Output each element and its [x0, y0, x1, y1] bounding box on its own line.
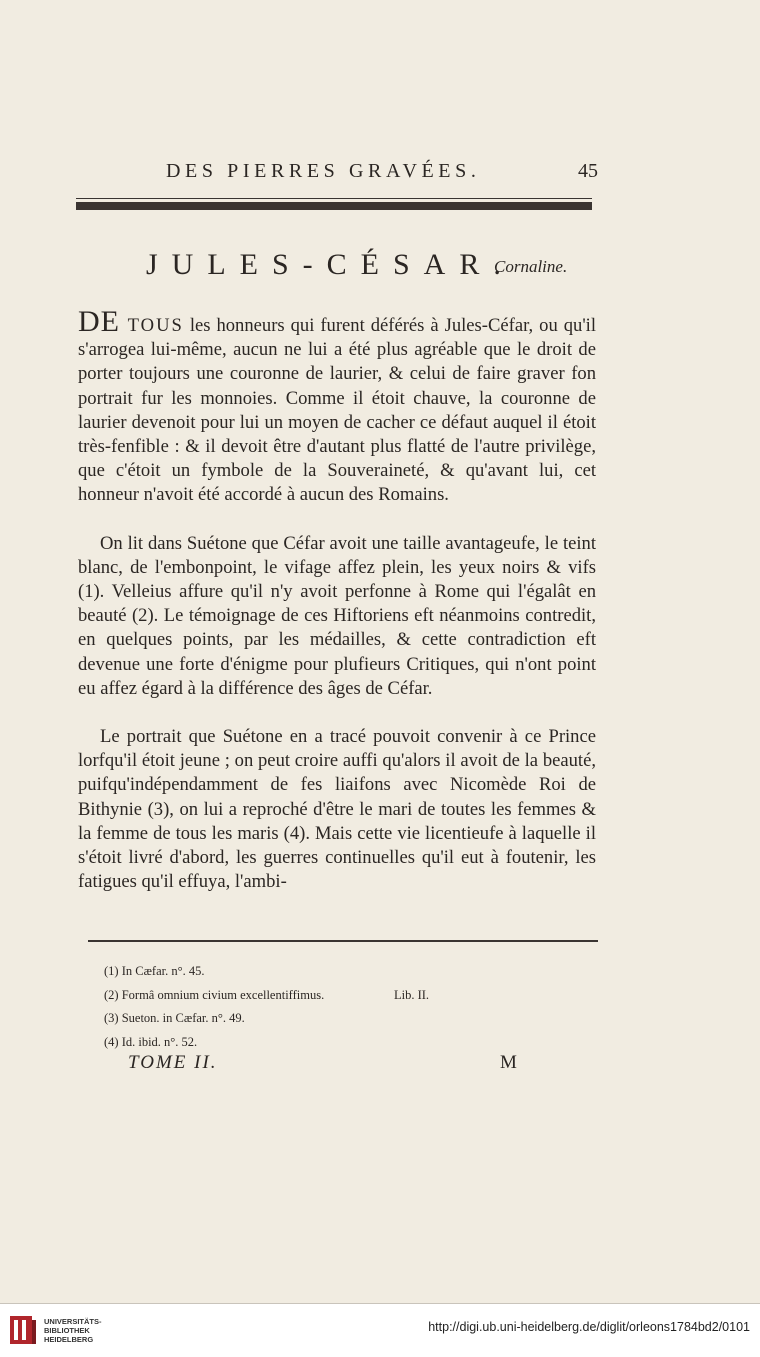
running-head: [78, 160, 598, 190]
footnotes: [104, 960, 504, 1054]
library-name-line-2: BIBLIOTHEK: [44, 1326, 90, 1335]
paragraph-1: [78, 305, 596, 508]
footnote-2-text: (2) Formâ omnium civium excellentiffimus.: [104, 987, 325, 1002]
library-name-line-3: HEIDELBERG: [44, 1335, 94, 1344]
footnote-1: (1) In Cæfar. n°. 45.: [104, 964, 205, 978]
library-name: [44, 1317, 102, 1344]
footnote-2-reference: Lib. II.: [394, 987, 430, 1002]
heading-title: JULES-CÉSAR.: [146, 248, 515, 281]
gathering-letter: M: [500, 1052, 517, 1073]
library-name-line-1: UNIVERSITÄTS-: [44, 1317, 102, 1326]
footnote-3: (3) Sueton. in Cæfar. n°. 49.: [104, 1011, 245, 1025]
footnote-2: [104, 984, 504, 1008]
footnote-rule: [88, 940, 598, 942]
paragraph-1-text: les honneurs qui furent déférés à Jules-Céfar, ou qu'il s'arrogea lui-même, aucun ne lui a été plus agréable que le droit de porter toujours une couronne de laurier, & celui de faire graver fon portrait fur les monnoies. Comme il étoit chauve, la couronne de laurier devenoit pour lui un moyen de cacher ce défaut auquel il étoit très-fenfible : & il devoit être d'autant plus flatté de l'autre privilège, que c'étoit un fymbole de la Souveraineté, & qu'avant lui, cet honneur n'avoit été accordé à aucun des Romains.: [78, 315, 596, 506]
library-logo-icon[interactable]: [8, 1312, 38, 1348]
paragraph-2: On lit dans Suétone que Céfar avoit une taille avantageufe, le teint blanc, de l'embonpoint, le vifage affez plein, les yeux noirs & vifs (1). Velleius affure qu'il n'y avoit perfonne à Rome qui l'égalât en beauté (2). Le témoignage de ces Hiftoriens eft néanmoins contredit, en quelques points, par les médailles, & cette contradiction eft devenue une forte d'énigme pour plufieurs Critiques, qui n'ont point eu affez égard à la différence des âges de Céfar.: [78, 532, 596, 699]
volume-signature: TOME II.: [128, 1052, 218, 1073]
paragraph-3: Le portrait que Suétone en a tracé pouvoit convenir à ce Prince lorfqu'il étoit jeune ; on peut croire auffi qu'alors il avoit de la beauté, puifqu'indépendamment de fes liaifons avec Nicomède Roi de Bithynie (3), on lui a reproché d'être le mari de toutes les femmes & la femme de tous les maris (4). Mais cette vie licentieufe à laquelle il s'étoit livré d'abord, les guerres continuelles qu'il eut à foutenir, les fatigues qu'il effuya, l'ambi-: [78, 726, 596, 893]
chapter-heading: [146, 248, 606, 284]
header-rule-thick: [76, 202, 592, 210]
smallcaps-word: TOUS: [120, 315, 184, 336]
initial-letters: DE: [78, 305, 120, 338]
heading-subtitle: Cornaline.: [494, 257, 568, 276]
body-text: [78, 305, 596, 918]
footnote-4: (4) Id. ibid. n°. 52.: [104, 1034, 198, 1049]
running-head-title: DES PIERRES GRAVÉES.: [166, 160, 481, 182]
header-rule-thin: [76, 198, 592, 199]
permalink-url[interactable]: http://digi.ub.uni-heidelberg.de/diglit/orleons1784bd2/0101: [428, 1320, 750, 1334]
page-number: 45: [578, 160, 598, 182]
library-footer: [0, 1303, 760, 1357]
